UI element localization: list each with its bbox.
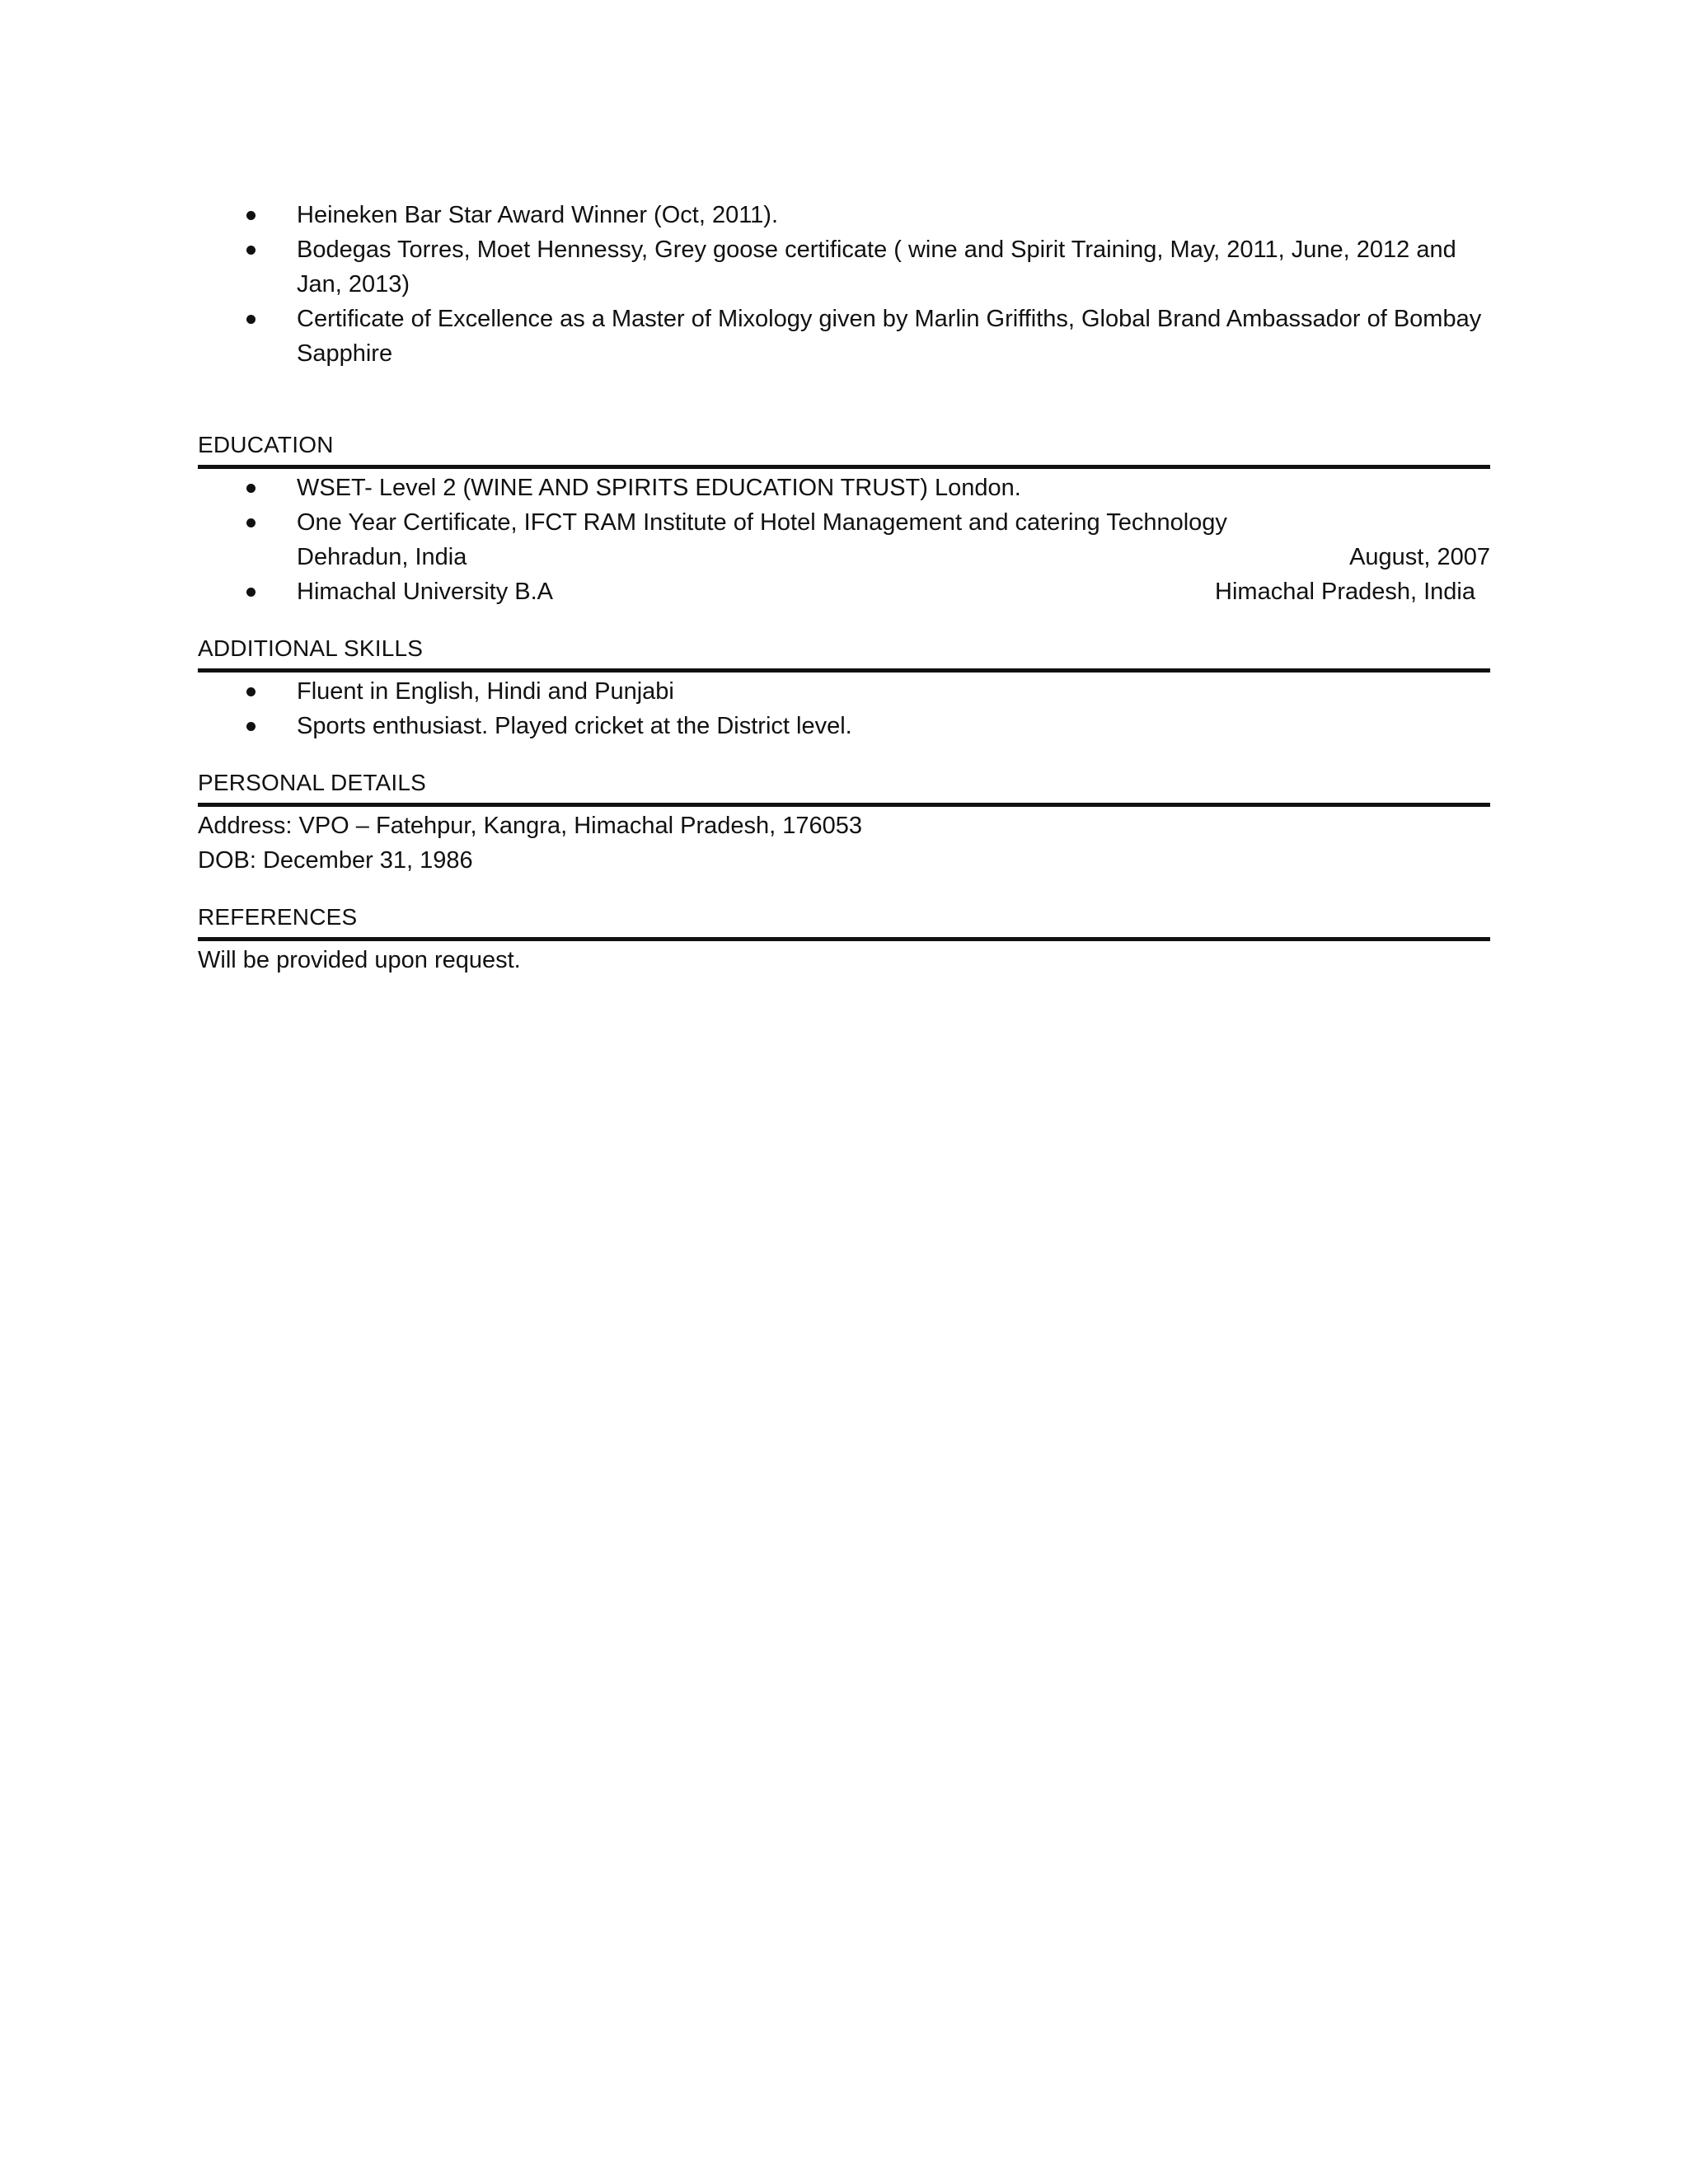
list-item xyxy=(198,232,1490,302)
bullet-icon xyxy=(246,211,256,220)
bullet-icon xyxy=(246,722,256,731)
education-text: One Year Certificate, IFCT RAM Institute of Hotel Management and catering Technology xyxy=(297,509,1227,536)
education-location: Himachal Pradesh, India xyxy=(1215,579,1475,605)
list-item xyxy=(198,505,1490,574)
award-text: Heineken Bar Star Award Winner (Oct, 2011). xyxy=(297,202,779,228)
list-item xyxy=(198,471,1490,505)
personal-details-section xyxy=(198,766,1490,878)
section-heading: EDUCATION xyxy=(198,429,1490,469)
references-section xyxy=(198,901,1490,977)
list-item xyxy=(198,674,1490,709)
education-location: Dehradun, India xyxy=(297,544,467,570)
bullet-icon xyxy=(246,484,256,493)
skills-section xyxy=(198,632,1490,743)
bullet-icon xyxy=(246,518,256,527)
section-heading: REFERENCES xyxy=(198,901,1490,941)
bullet-icon xyxy=(246,588,256,597)
list-item xyxy=(198,574,1490,609)
education-detail-row xyxy=(297,574,1490,609)
education-text: WSET- Level 2 (WINE AND SPIRITS EDUCATION TRUST) London. xyxy=(297,475,1021,501)
education-section xyxy=(198,429,1490,609)
section-heading: PERSONAL DETAILS xyxy=(198,766,1490,807)
education-detail-row xyxy=(297,540,1490,574)
resume-content xyxy=(198,198,1490,977)
references-text: Will be provided upon request. xyxy=(198,947,521,973)
list-item xyxy=(198,709,1490,743)
award-text: Bodegas Torres, Moet Hennessy, Grey goose certificate ( wine and Spirit Training, May, 2011, June, 2012 and Jan, 2013) xyxy=(297,237,1456,298)
education-list xyxy=(198,471,1490,609)
list-item xyxy=(198,198,1490,232)
bullet-icon xyxy=(246,315,256,324)
awards-list xyxy=(198,198,1490,371)
education-text: Himachal University B.A xyxy=(297,579,554,605)
dob-line: DOB: December 31, 1986 xyxy=(198,847,473,874)
bullet-icon xyxy=(246,246,256,255)
address-line: Address: VPO – Fatehpur, Kangra, Himachal Pradesh, 176053 xyxy=(198,813,863,839)
skills-list xyxy=(198,674,1490,743)
award-text: Certificate of Excellence as a Master of Mixology given by Marlin Griffiths, Global Brand Ambassador of Bombay Sapphire xyxy=(297,306,1482,367)
section-heading: ADDITIONAL SKILLS xyxy=(198,632,1490,673)
bullet-icon xyxy=(246,687,256,696)
skill-text: Fluent in English, Hindi and Punjabi xyxy=(297,678,674,705)
skill-text: Sports enthusiast. Played cricket at the District level. xyxy=(297,713,852,739)
education-date: August, 2007 xyxy=(1349,544,1490,570)
list-item xyxy=(198,302,1490,371)
